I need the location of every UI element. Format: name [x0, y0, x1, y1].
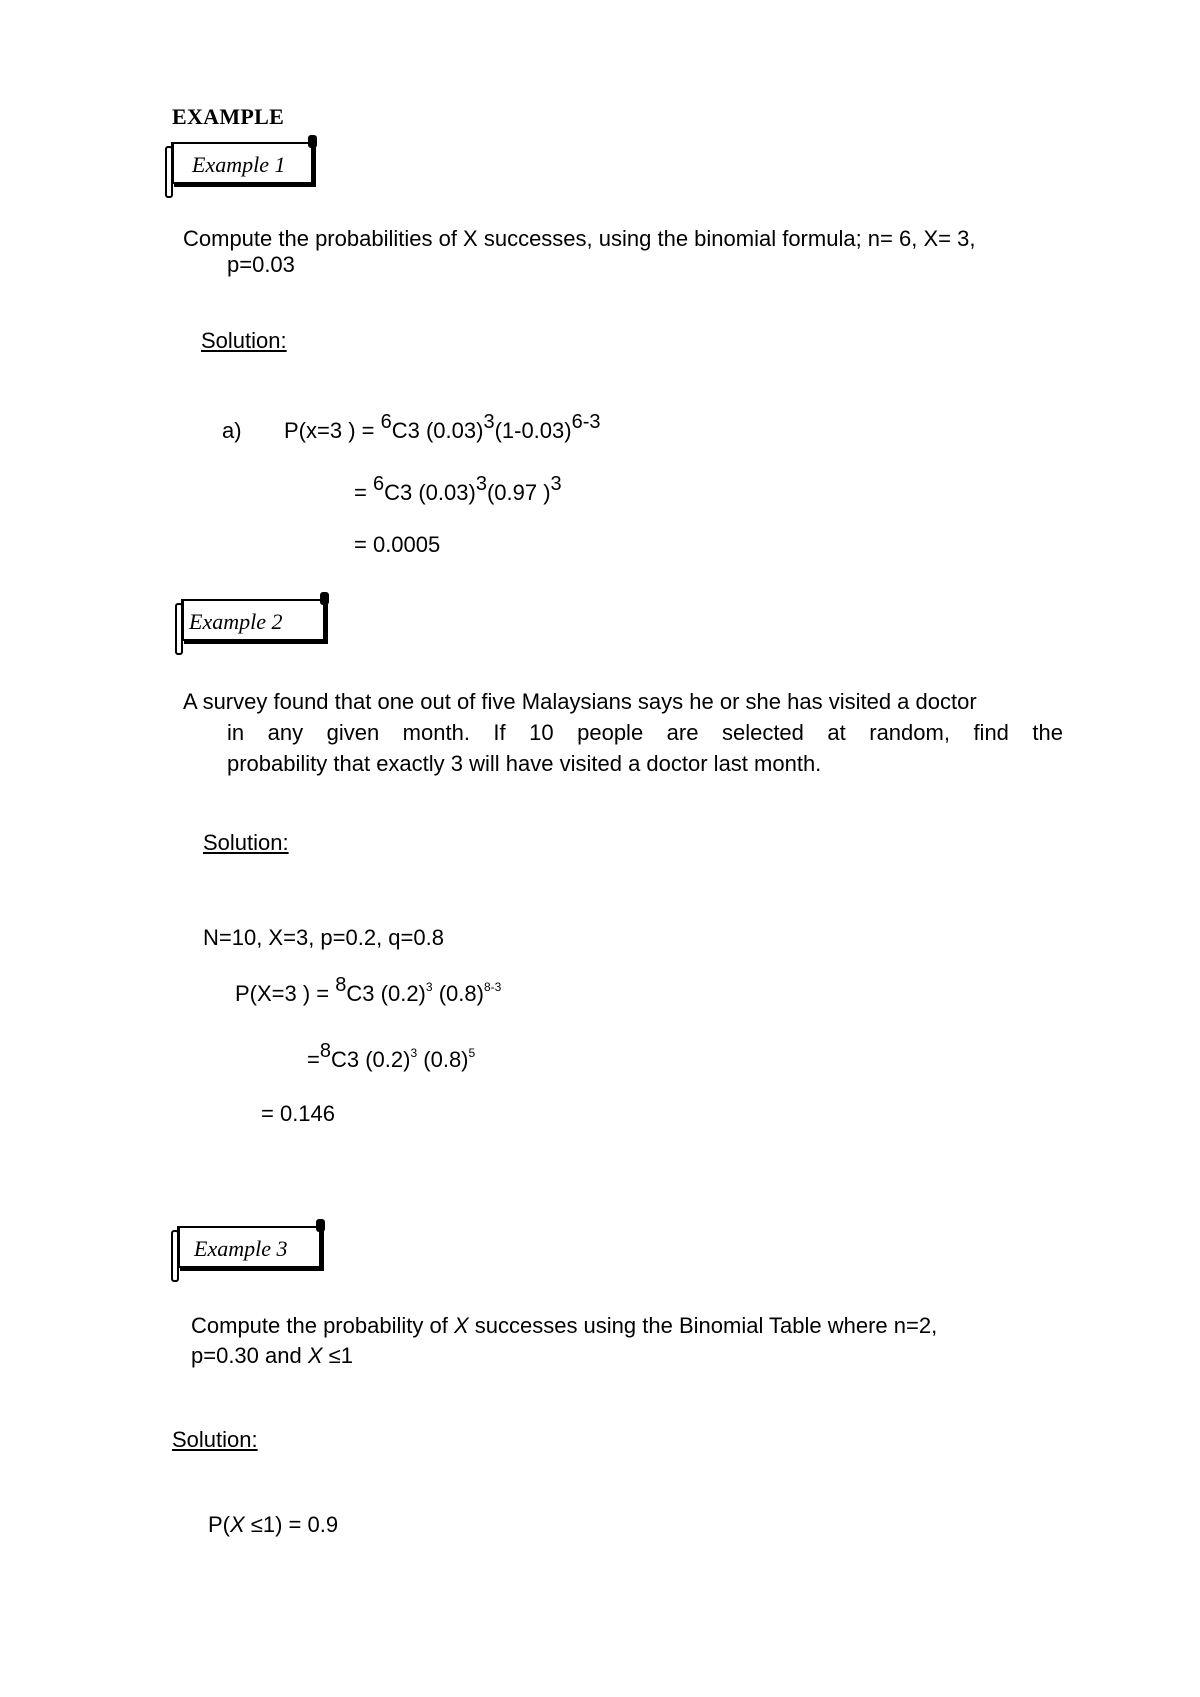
example-2-question-line-1: A survey found that one out of five Malaysians says he or she has visited a doctor — [183, 689, 977, 714]
formula-lhs: P(x=3 ) = — [284, 418, 381, 443]
variable-x: X — [230, 1512, 245, 1537]
example-1-result: = 0.0005 — [354, 532, 441, 557]
exponent: 3 — [475, 473, 487, 495]
example-2-question-line-2: in any given month. If 10 people are selected at random, find the — [227, 720, 1063, 745]
page-heading: EXAMPLE — [172, 104, 285, 129]
question-text: Compute the probability of — [191, 1313, 454, 1338]
question-text: successes using the Binomial Table where n=2, — [468, 1313, 938, 1338]
question-text: ≤1 — [322, 1343, 353, 1368]
combination-n: 8 — [335, 974, 347, 996]
example-3-answer — [208, 1512, 338, 1538]
formula-term: (0.8) — [417, 1047, 469, 1072]
formula-term: C3 (0.2) — [346, 981, 426, 1006]
example-1-question-line-2: p=0.03 — [227, 252, 295, 277]
formula-term: (0.97 ) — [486, 480, 551, 505]
exponent: 3 — [425, 980, 433, 994]
combination-n: 6 — [380, 411, 392, 433]
combination-n: 8 — [319, 1040, 331, 1062]
answer-text: ≤1) = 0.9 — [244, 1512, 339, 1537]
exponent: 5 — [468, 1046, 476, 1060]
example-2-tag-label: Example 2 — [189, 609, 283, 634]
formula-term: C3 (0.03) — [391, 418, 484, 443]
example-3-tag-label: Example 3 — [194, 1236, 288, 1261]
example-2-given: N=10, X=3, p=0.2, q=0.8 — [203, 925, 444, 950]
exponent: 3 — [410, 1046, 418, 1060]
example-1-tag-label: Example 1 — [192, 152, 286, 177]
formula-term: C3 (0.03) — [384, 480, 476, 505]
example-1-solution-label: Solution: — [201, 328, 287, 353]
variable-x: X — [453, 1313, 469, 1338]
example-3-question-line-1 — [191, 1313, 937, 1339]
exponent: 6-3 — [571, 411, 601, 433]
example-2-formula-line-1 — [235, 974, 502, 1007]
formula-eq: = — [307, 1047, 320, 1072]
example-1-tag — [171, 142, 313, 184]
formula-eq: = — [354, 480, 373, 505]
exponent: 8-3 — [483, 980, 502, 994]
example-2-result: = 0.146 — [261, 1101, 336, 1126]
example-2-formula-line-2 — [307, 1040, 476, 1073]
example-1-formula-line-1 — [284, 411, 601, 444]
example-1-part-label: a) — [222, 418, 242, 443]
example-2-question-line-3: probability that exactly 3 will have visited a doctor last month. — [227, 751, 822, 776]
example-2-solution-label: Solution: — [203, 830, 289, 855]
answer-text: P( — [208, 1512, 230, 1537]
example-3-tag — [177, 1226, 321, 1268]
example-1-question-line-1: Compute the probabilities of X successes, using the binomial formula; n= 6, X= 3, — [183, 226, 976, 251]
variable-x: X — [307, 1343, 323, 1368]
formula-term: (0.8) — [432, 981, 484, 1006]
exponent: 3 — [483, 411, 495, 433]
exponent: 3 — [550, 473, 562, 495]
formula-term: (1-0.03) — [494, 418, 572, 443]
example-1-formula-line-2 — [354, 473, 562, 506]
question-text: p=0.30 and — [191, 1343, 308, 1368]
example-2-tag — [181, 599, 325, 641]
formula-lhs: P(X=3 ) = — [235, 981, 336, 1006]
formula-term: C3 (0.2) — [330, 1047, 411, 1072]
example-3-solution-label: Solution: — [172, 1427, 258, 1452]
example-2-question — [183, 686, 1063, 779]
combination-n: 6 — [372, 473, 385, 495]
example-3-question-line-2 — [191, 1343, 353, 1369]
